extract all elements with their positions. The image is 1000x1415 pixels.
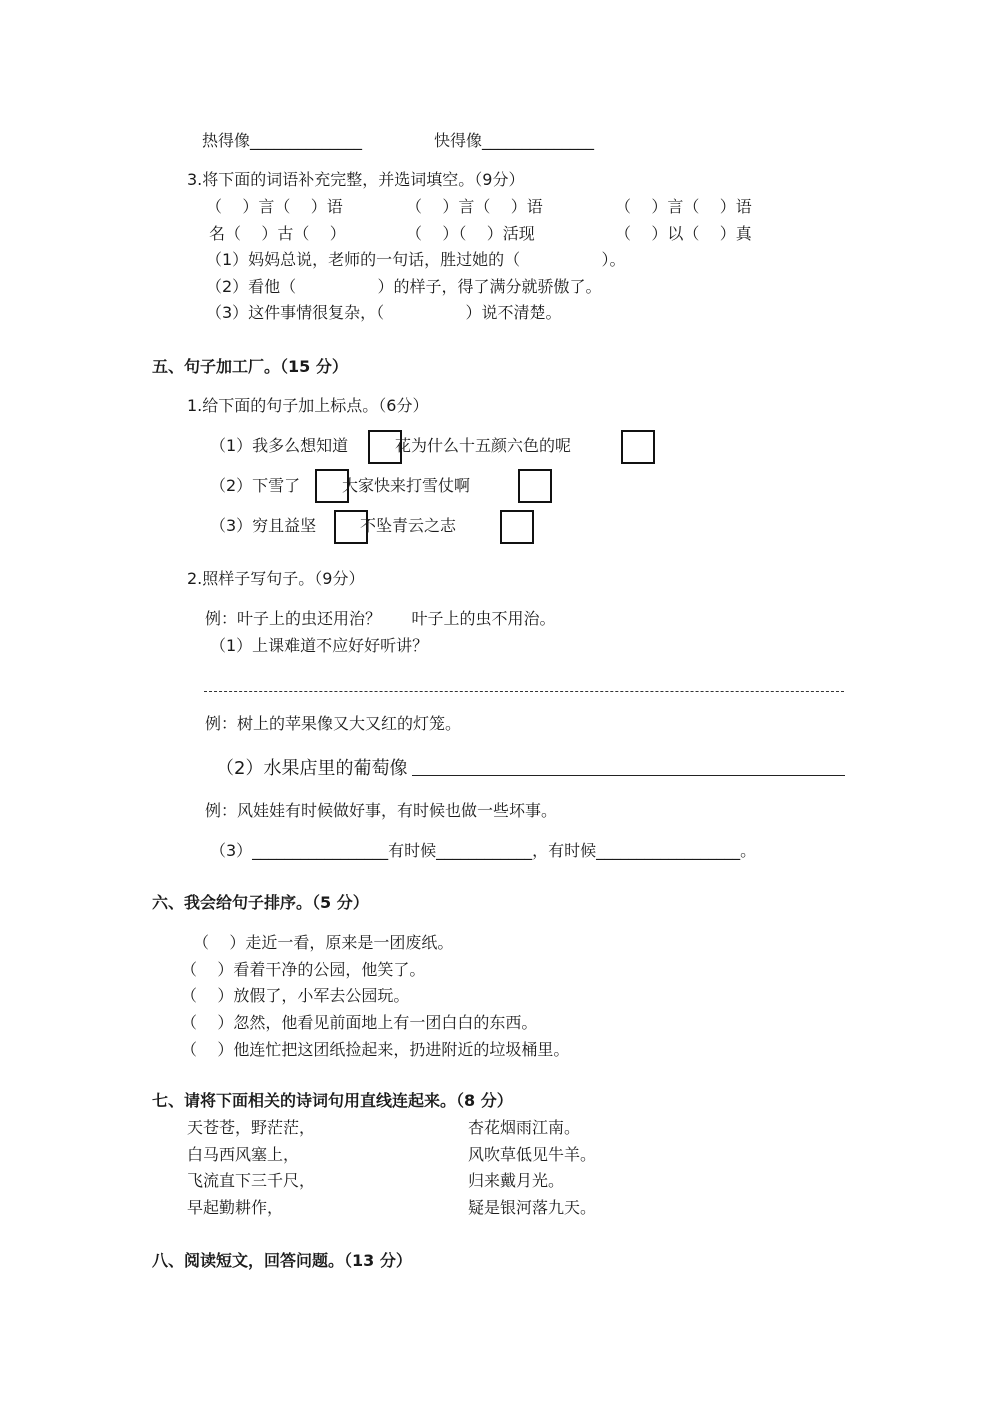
order-item-3: （ ）放假了，小军去公园玩。	[181, 986, 410, 1005]
sec5-title: 五、句子加工厂。（15 分）	[152, 357, 348, 376]
poem-right-2: 风吹草低见牛羊。	[468, 1145, 597, 1164]
sec8-title: 八、阅读短文，回答问题。（13 分）	[152, 1251, 412, 1270]
q3-row1-item-3: （ ）言（ ）语	[615, 197, 752, 216]
sec5-p2-title: 2.照样子写句子。（9分）	[187, 569, 365, 588]
poem-right-3: 归来戴月光。	[468, 1171, 565, 1190]
poem-right-1: 杏花烟雨江南。	[468, 1118, 581, 1137]
q3-row1-item-1: （ ）言（ ）语	[206, 197, 343, 216]
example-1: 例：叶子上的虫还用治？ 叶子上的虫不用治。	[205, 609, 556, 628]
q3-sentence-1: （1）妈妈总说，老师的一句话，胜过她的（ ）。	[206, 250, 626, 269]
punct-3-a: （3）穷且益坚	[210, 516, 317, 535]
example-3: 例：风娃娃有时候做好事，有时候也做一些坏事。	[205, 801, 558, 820]
sec7-title: 七、请将下面相关的诗词句用直线连起来。（8 分）	[152, 1091, 513, 1110]
order-item-2: （ ）看着干净的公园，他笑了。	[181, 960, 426, 979]
order-item-4: （ ）忽然，他看见前面地上有一团白白的东西。	[181, 1013, 538, 1032]
poem-left-1: 天苍苍，野茫茫，	[187, 1118, 316, 1137]
q3-row1-item-2: （ ）言（ ）语	[406, 197, 543, 216]
q3-row2-item-3: （ ）以（ ）真	[615, 224, 752, 243]
rewrite-q2: （2）水果店里的葡萄像	[216, 758, 408, 779]
poem-right-4: 疑是银河落九天。	[468, 1198, 597, 1217]
punct-1-a: （1）我多么想知道	[210, 436, 349, 455]
punct-1-b: 花为什么十五颜六色的呢	[395, 436, 572, 455]
rewrite-q1: （1）上课难道不应好好听讲？	[210, 636, 429, 655]
q3-row2-item-1: 名（ ）古（ ）	[209, 224, 346, 243]
sec5-p1-title: 1.给下面的句子加上标点。（6分）	[187, 396, 429, 415]
punct-box[interactable]	[500, 510, 534, 544]
punct-3-b: 不坠青云之志	[360, 516, 457, 535]
poem-left-3: 飞流直下三千尺，	[187, 1171, 316, 1190]
order-item-5: （ ）他连忙把这团纸捡起来，扔进附近的垃圾桶里。	[181, 1040, 570, 1059]
punct-box[interactable]	[621, 430, 655, 464]
fill-re: 热得像______________	[202, 131, 363, 150]
punct-2-a: （2）下雪了	[210, 476, 301, 495]
poem-left-2: 白马西风塞上，	[187, 1145, 300, 1164]
example-2: 例：树上的苹果像又大又红的灯笼。	[205, 714, 462, 733]
punct-2-b: 大家快来打雪仗啊	[342, 476, 471, 495]
q3-title: 3.将下面的词语补充完整，并选词填空。（9分）	[187, 170, 525, 189]
punct-box[interactable]	[518, 469, 552, 503]
sec6-title: 六、我会给句子排序。（5 分）	[152, 893, 369, 912]
q3-sentence-3: （3）这件事情很复杂，（ ）说不清楚。	[206, 303, 562, 322]
answer-line[interactable]	[204, 691, 844, 692]
q3-row2-item-2: （ ）（ ）活现	[406, 224, 535, 243]
q3-sentence-2: （2）看他（ ）的样子，得了满分就骄傲了。	[206, 277, 602, 296]
poem-left-4: 早起勤耕作，	[187, 1198, 284, 1217]
answer-line[interactable]	[412, 775, 845, 776]
rewrite-q3: （3）_________________有时候____________，有时候__________________。	[210, 841, 757, 860]
order-item-1: （ ）走近一看，原来是一团废纸。	[193, 933, 454, 952]
fill-kuai: 快得像______________	[434, 131, 595, 150]
